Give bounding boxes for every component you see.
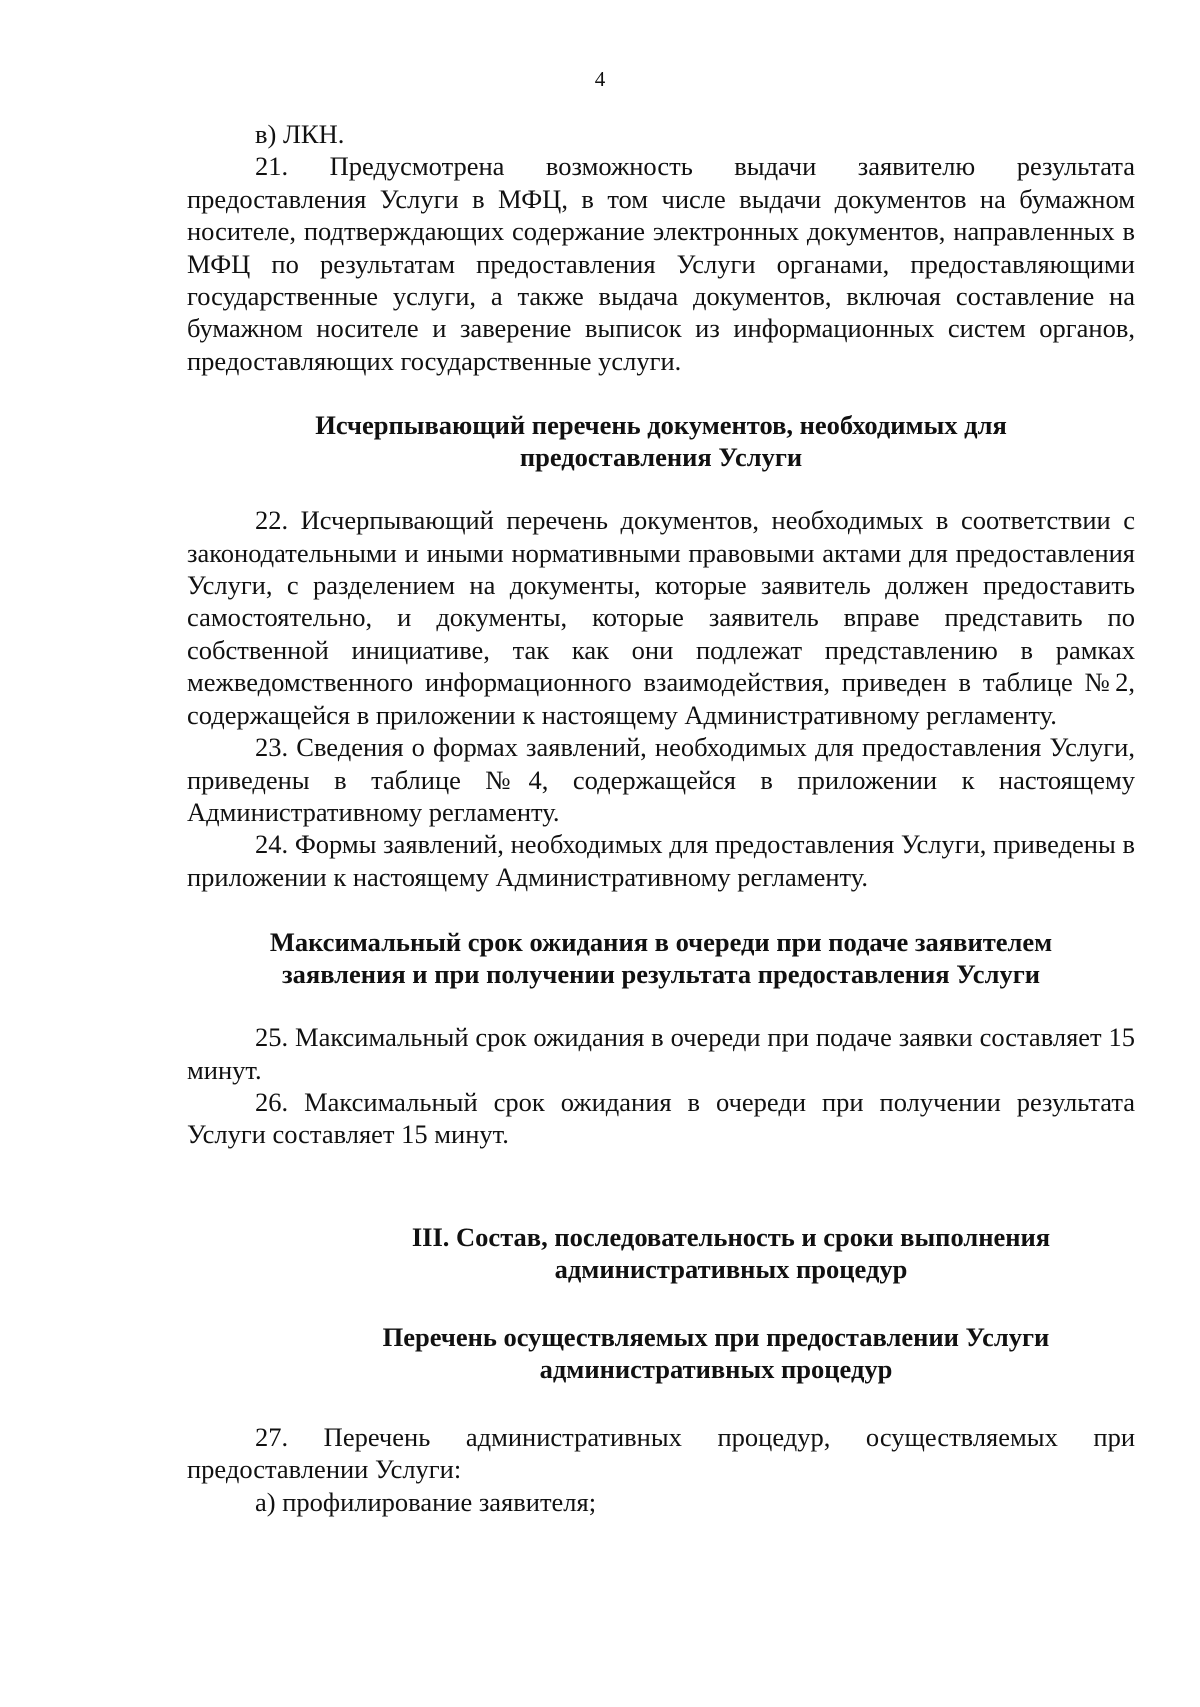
paragraph-25: 25. Максимальный срок ожидания в очереди при подаче заявки составляет 15 минут. — [187, 1022, 1135, 1085]
paragraph-23: 23. Сведения о формах заявлений, необходимых для предоставления Услуги, приведены в таблице №4, содержащейся в приложении к настоящему Административному регламенту. — [187, 732, 1135, 827]
paragraph-27: 27. Перечень административных процедур, осуществляемых при предоставлении Услуги: — [187, 1421, 1135, 1485]
heading-procedures-list: Перечень осуществляемых при предоставлении Услуги административных процедур — [382, 1321, 1050, 1384]
section-documents — [187, 504, 1135, 893]
heading-section-iii: III. Состав, последовательность и сроки выполнения административных процедур — [411, 1221, 1051, 1284]
heading-documents-list: Исчерпывающий перечень документов, необходимых для предоставления Услуги — [315, 410, 1007, 473]
list-item-a-profiling: а) профилирование заявителя; — [255, 1486, 597, 1517]
paragraph-24: 24. Формы заявлений, необходимых для предоставления Услуги, приведены в приложении к настоящему Административному регламенту. — [187, 829, 1135, 892]
paragraph-21: 21. Предусмотрена возможность выдачи заявителю результата предоставления Услуги в МФЦ, в том числе выдачи документов на бумажном носителе, подтверждающих содержание электронных документов, направленных в МФЦ по результатам предоставления Услуги органами, предоставляющими государственные услуги, а также выдача документов, включая составление на бумажном носителе и заверение выписок из информационных систем органов, предоставляющих государственные услуги. — [187, 151, 1135, 376]
paragraph-26: 26. Максимальный срок ожидания в очереди при получении результата Услуги составляет 15 минут. — [187, 1086, 1135, 1150]
list-item-v-lkn: в) ЛКН. — [255, 119, 345, 149]
page-number: 4 — [594, 67, 606, 91]
paragraph-22: 22. Исчерпывающий перечень документов, необходимых в соответствии с законодательными и иными нормативными правовыми актами для предоставления Услуги, с разделением на документы, которые заявитель должен предоставить самостоятельно, и документы, которые заявитель вправе представить по собственной инициативе, так как они подлежат представлению в рамках межведомственного информационного взаимодействия, приведен в таблице №2, содержащейся в приложении к настоящему Административному регламенту. — [187, 505, 1135, 730]
document-body — [187, 118, 1135, 1518]
section-queue-time — [187, 1021, 1135, 1151]
heading-queue-time: Максимальный срок ожидания в очереди при подаче заявителем заявления и при получении результата предоставления Услуги — [269, 927, 1053, 990]
section-procedures — [187, 1421, 1135, 1518]
